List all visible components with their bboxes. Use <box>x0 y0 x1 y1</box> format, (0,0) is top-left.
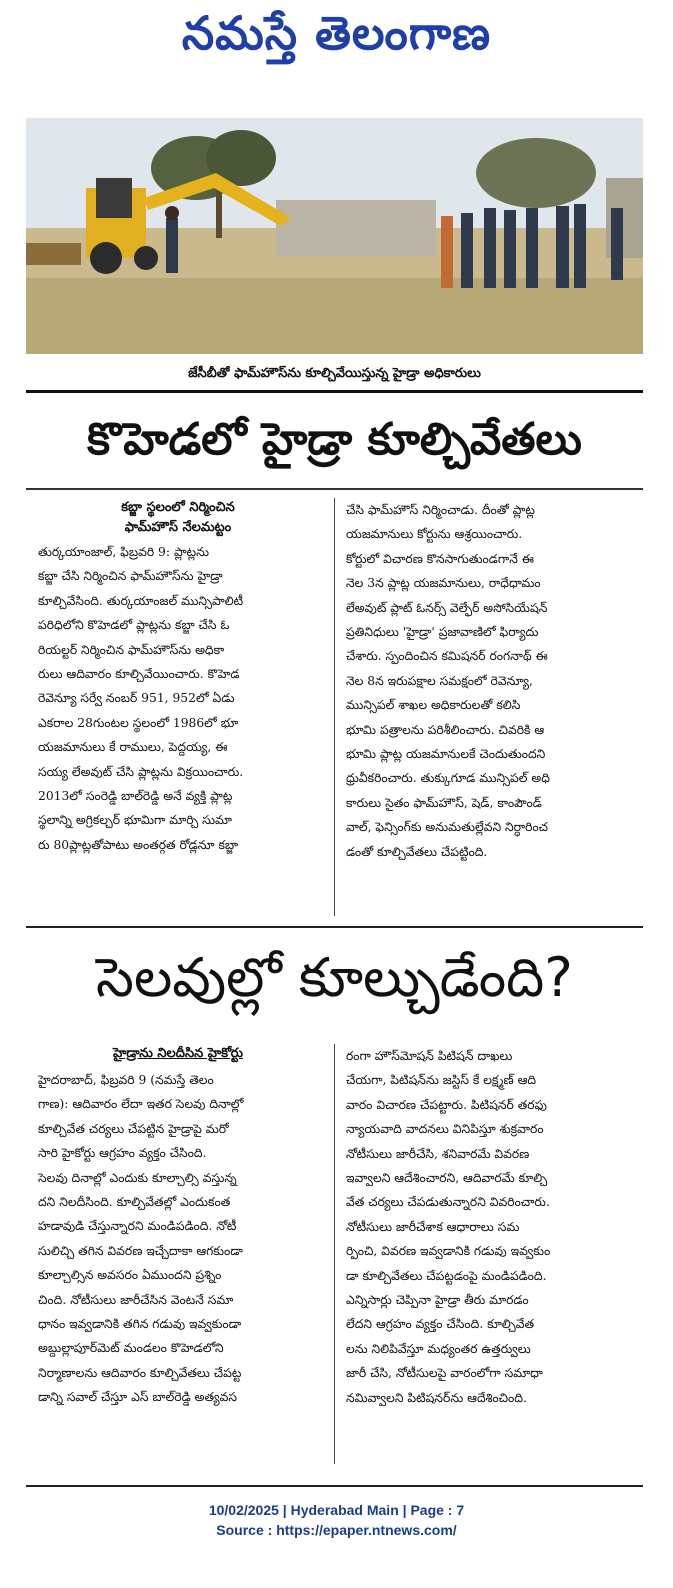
page-footer <box>0 1500 673 1540</box>
story2-col2-line: వారం విచారణ చేపట్టారు. పిటిషనర్ తరఫు <box>346 1097 547 1112</box>
story2-col1-line: గాణ): ఆదివారం లేదా ఇతర సెలవు దినాల్లో <box>38 1097 244 1112</box>
story2-col2-line: ఇవ్వాలని ఆదేశించారని, ఆదివారమే కూల్చి <box>346 1171 548 1186</box>
story1-col2-line: కోర్టులో విచారణ కొనసాగుతుండగానే ఈ <box>346 551 534 566</box>
story1-col1-line: కూల్చివేసింది. తుర్కయాంజల్ మున్సిపాలిటీ <box>38 593 244 608</box>
masthead-title: నమస్తే తెలంగాణ <box>181 6 492 60</box>
footer-date-edition: 10/02/2025 | Hyderabad Main | Page : 7 <box>208 1502 465 1518</box>
story2-col2-line: లేదని ఆగ్రహం వ్యక్తం చేసింది. కూల్చివేత <box>346 1317 535 1332</box>
story1-col2-line: యజమానులు కోర్టును ఆశ్రయించారు. <box>346 527 523 542</box>
story2-col1-line: సారి హైకోర్టు ఆగ్రహం వ్యక్తం చేసింది. <box>38 1146 207 1161</box>
story2-col1-line: అబ్దుల్లాపూర్‌మెట్ మండలం కొహెడలోని <box>38 1341 224 1356</box>
story2-col2-line: వేత చర్యలు చేపడుతున్నారని వివరించారు. <box>346 1195 550 1210</box>
story1-col1-line: రు 80ప్లాట్లతోపాటు అంతర్గత రోడ్లనూ కబ్జా <box>38 837 239 852</box>
story2-col1-line: చింది. నోటీసులు జారీచేసిన వెంటనే సమా <box>38 1292 234 1307</box>
column-divider <box>334 498 335 916</box>
story1-col2-line: నెల 3న ప్లాట్ల యజమానులు, రాధేధామం <box>346 576 541 591</box>
story1-col1-line: సయ్య లేఅవుట్ చేసి ప్లాట్లను విక్రయించారు. <box>38 764 244 779</box>
story1-col1-line: కబ్జా చేసి నిర్మించిన ఫామ్‌హౌస్‌ను హైడ్రా <box>38 569 223 584</box>
story2-subhead: హైడ్రాను నిలదీసిన హైకోర్టు <box>113 1046 243 1061</box>
story1-col2-line: వాల్, ఫెన్సింగ్‌కు అనుమతుల్లేవని నిర్ధారించ <box>346 820 549 835</box>
story1-col1-line: పరిధిలోని కొహెడలో ప్లాట్లను కబ్జా చేసి ఓ <box>38 618 230 633</box>
story1-subhead-line2: ఫామ్‌హౌస్ నేలమట్టం <box>124 520 232 535</box>
story1-col2-line: ప్రతినిధులు 'హైడ్రా' ప్రజావాణిలో ఫిర్యాదు <box>346 625 539 640</box>
story1-col1-line: స్థలాన్ని అగ్రికల్చర్ భూమిగా మార్చి సుమా <box>38 813 233 828</box>
story1-col1-line: యజమానులు కే రాములు, పెద్దయ్య, ఈ <box>38 740 228 755</box>
story2-col2-line: నమివ్వాలని పిటిషనర్‌ను ఆదేశించింది. <box>346 1390 527 1405</box>
story1-col2-line: మున్సిపల్ శాఖల అధికారులతో కలిసి <box>346 698 521 713</box>
story2-col1-line: దని నిలదీసింది. కూల్చివేతల్లో ఎందుకంత <box>38 1195 231 1210</box>
story1-col1-line: తుర్కయాంజాల్, ఫిబ్రవరి 9: ప్లాట్లను <box>38 545 209 559</box>
footer-rule <box>26 1485 643 1487</box>
story2-col1-line: హైదరాబాద్, ఫిబ్రవరి 9 (నమస్తే తెలం <box>38 1073 214 1087</box>
story2-col2-line: రంగా హౌస్‌మోషన్ పిటిషన్ దాఖలు <box>346 1049 513 1063</box>
story1-col2-line: డంతో కూల్చివేతలు చేపట్టింది. <box>346 844 488 859</box>
story2-column-left <box>38 1044 318 1410</box>
story2-col2-line: లను నిలిపివేస్తూ మధ్యంతర ఉత్తర్వులు <box>346 1341 531 1356</box>
story2-col1-line: సెలవు దినాల్లో ఎందుకు కూల్చాల్సి వస్తున్న <box>38 1170 237 1185</box>
story2-col1-line: ధానం ఇవ్వడానికి తగిన గడువు ఇవ్వకుండా <box>38 1317 242 1332</box>
story2-col2-line: డా కూల్చివేతలు చేపట్టడంపై మండిపడింది. <box>346 1268 547 1283</box>
newspaper-masthead <box>0 6 673 72</box>
story2-col2-line: జారీ చేసి, నోటీసులపై వారంలోగా సమాధా <box>346 1366 543 1381</box>
story2-col2-line: చేయగా, పిటిషన్‌ను జస్టిస్ కే లక్ష్మణ్ ఆది <box>346 1073 537 1088</box>
story2-col2-line: న్యాయవాది వాదనలు వినిపిస్తూ శుక్రవారం <box>346 1122 544 1137</box>
story-separator <box>26 926 643 928</box>
story2-headline: సెలవుల్లో కూల్చుడేంది? <box>96 945 573 1009</box>
story2-column-right <box>346 1044 636 1410</box>
story1-col2-line: కారులు సైతం ఫామ్‌హౌస్, షెడ్, కాంపౌండ్ <box>346 795 542 810</box>
story1-col1-line: రెవెన్యూ సర్వే నంబర్ 951, 952లో ఏడు <box>38 691 235 706</box>
story1-column-left <box>38 498 318 857</box>
story1-column-right <box>346 498 636 864</box>
story2-col1-line: కూల్చివేత చర్యలు చేపట్టిన హైడ్రాపై మరో <box>38 1121 229 1136</box>
story1-col2-line: ధ్రువీకరించారు. తుక్కుగూడ మున్సిపల్ అధి <box>346 771 550 786</box>
story2-col1-line: కూల్చాల్సిన అవసరం ఏముందని ప్రశ్నిం <box>38 1268 222 1283</box>
story2-col1-line: నిర్మాణాలను ఆదివారం కూల్చివేతలు చేపట్ట <box>38 1365 242 1380</box>
column-divider <box>334 1044 335 1464</box>
story1-col1-line: రియల్టర్ నిర్మించిన ఫామ్‌హౌస్‌ను అధికా <box>38 642 225 657</box>
story1-col2-line: భూమి పత్రాలను పరిశీలించారు. చివరికి ఆ <box>346 722 545 737</box>
story1-col2-line: చేసి ఫామ్‌హౌస్ నిర్మించాడు. దీంతో ప్లాట్ల <box>346 503 535 517</box>
story1-col1-line: రులు ఆదివారం కూల్చివేయించారు. కొహెడ <box>38 667 240 682</box>
story2-col2-line: ర్పించి, వివరణ ఇవ్వడానికి గడువు ఇవ్వకుం <box>346 1244 551 1259</box>
story2-col2-line: నోటీసులు జారీచేశాక ఆధారాలు సమ <box>346 1219 520 1234</box>
footer-source: Source : https://epaper.ntnews.com/ <box>216 1522 457 1538</box>
story2-col1-line: హడావుడి చేస్తున్నారని మండిపడింది. నోటీ <box>38 1219 237 1234</box>
demolition-scene-image <box>26 118 643 354</box>
story2-col2-line: ఎన్నిసార్లు చెప్పినా హైడ్రా తీరు మారడం <box>346 1293 529 1308</box>
story2-col2-line: నోటీసులు జారీచేసి, శనివారమే వివరణ <box>346 1146 530 1161</box>
story2-col1-line: డాన్ని సవాల్ చేస్తూ ఎస్ బాల్‌రెడ్డి అత్యవస <box>38 1390 237 1405</box>
story1-col1-line: 2013లో సంరెడ్డి బాల్‌రెడ్డి అనే వ్యక్తి ప్లాట్ల <box>38 789 233 804</box>
story1-headline: కొహెడలో హైడ్రా కూల్చివేతలు <box>26 402 643 490</box>
story1-col2-line: నెల 8న ఇరుపక్షాల సమక్షంలో రెవెన్యూ, <box>346 673 533 688</box>
story1-col2-line: భూమి ప్లాట్ల యజమానులకే చెందుతుందని <box>346 747 546 762</box>
photo-caption: జేసీబీతో ఫామ్‌హౌస్‌ను కూల్చివేయిస్తున్న హైడ్రా అధికారులు <box>26 360 643 393</box>
story1-subhead-line1: కబ్జా స్థలంలో నిర్మించిన <box>121 500 235 515</box>
story2-col1-line: సులిచ్చి తగిన వివరణ ఇచ్చేదాకా ఆగకుండా <box>38 1243 243 1258</box>
story1-col1-line: ఎకరాల 28గుంటల స్థలంలో 1986లో భూ <box>38 715 239 730</box>
story1-col2-line: చేశారు. స్పందించిన కమిషనర్ రంగనాథ్ ఈ <box>346 649 548 664</box>
story1-col2-line: లేఅవుట్ ప్లాట్ ఓనర్స్ వెల్ఫేర్ అసోసియేషన్ <box>346 600 548 615</box>
news-photo <box>26 118 643 354</box>
